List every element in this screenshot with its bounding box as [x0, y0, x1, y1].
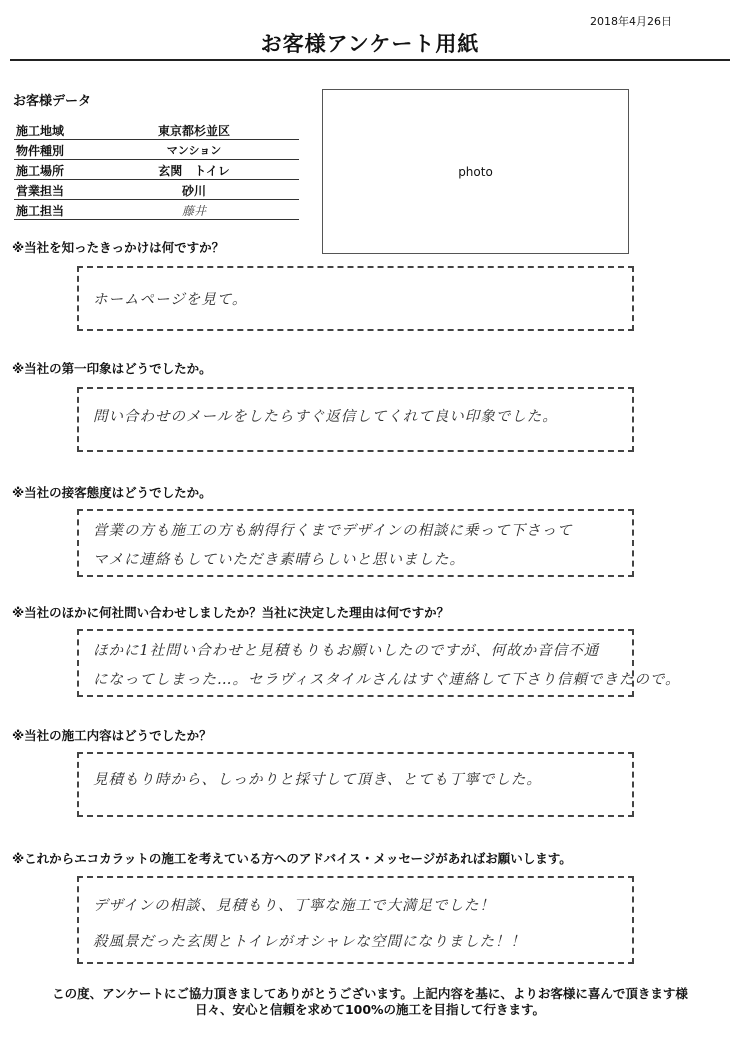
customer-row-area [14, 120, 299, 140]
row-value-handwritten: 藤井 [181, 204, 206, 218]
answer-box-2 [77, 387, 634, 452]
answer-line: 殺風景だった玄関とトイレがオシャレな空間になりました！！ [93, 934, 526, 950]
question-6: ※これからエコカラットの施工を考えている方へのアドバイス・メッセージがあればお願いします。 [12, 851, 572, 866]
question-2: ※当社の第一印象はどうでしたか。 [12, 361, 212, 376]
answer-line: デザインの相談、見積もり、丁寧な施工で大満足でした！ [93, 898, 495, 914]
customer-row-installer [14, 200, 299, 220]
question-5: ※当社の施工内容はどうでしたか？ [12, 728, 212, 743]
row-value: マンション [166, 144, 222, 157]
answer-box-4 [77, 629, 681, 697]
row-label: 物件種別 [16, 144, 65, 158]
answer-line: ほかに1社問い合わせと見積もりもお願いしたのですが、何故か音信不通 [93, 643, 600, 659]
answer-box-1 [77, 266, 634, 331]
row-label: 施工地域 [16, 124, 65, 138]
answer-line: 問い合わせのメールをしたらすぐ返信してくれて良い印象でした。 [93, 409, 558, 425]
question-1: ※当社を知ったきっかけは何ですか？ [12, 240, 225, 255]
footer-line-2: 日々、安心と信頼を求めて100%の施工を目指して行きます。 [194, 1002, 546, 1017]
answer-line: マメに連絡もしていただき素晴らしいと思いました。 [93, 552, 465, 568]
photo-label: photo [458, 165, 493, 179]
row-value: 東京都杉並区 [157, 124, 230, 138]
photo-placeholder [322, 89, 629, 254]
row-value: 玄関 トイレ [158, 164, 230, 178]
title-divider [10, 59, 730, 61]
answer-line: ホームページを見て。 [93, 292, 248, 308]
survey-date: 2018年4月26日 [590, 15, 672, 28]
question-3: ※当社の接客態度はどうでしたか。 [12, 485, 212, 500]
answer-box-6 [77, 876, 634, 964]
answer-box-3 [77, 509, 634, 577]
customer-data-heading: お客様データ [13, 94, 92, 109]
row-label: 営業担当 [16, 184, 65, 198]
answer-line: 見積もり時から、しっかりと採寸して頂き、とても丁寧でした。 [93, 772, 542, 788]
footer-line-1: この度、アンケートにご協力頂きましてありがとうございます。上記内容を基に、よりお客様に喜んで頂きます様 [52, 986, 688, 1001]
customer-row-location [14, 160, 299, 180]
page-title: お客様アンケート用紙 [260, 32, 480, 56]
customer-row-sales-rep [14, 180, 299, 200]
answer-line: になってしまった…。セラヴィスタイルさんはすぐ連絡して下さり信頼できたので。 [93, 672, 681, 688]
customer-row-property-type [14, 140, 299, 160]
question-4: ※当社のほかに何社問い合わせしましたか？当社に決定した理由は何ですか？ [12, 605, 450, 620]
row-label: 施工担当 [16, 204, 65, 218]
answer-box-5 [77, 752, 634, 817]
row-label: 施工場所 [16, 164, 65, 178]
row-value: 砂川 [181, 184, 206, 198]
answer-line: 営業の方も施工の方も納得行くまでデザインの相談に乗って下さって [93, 523, 573, 539]
